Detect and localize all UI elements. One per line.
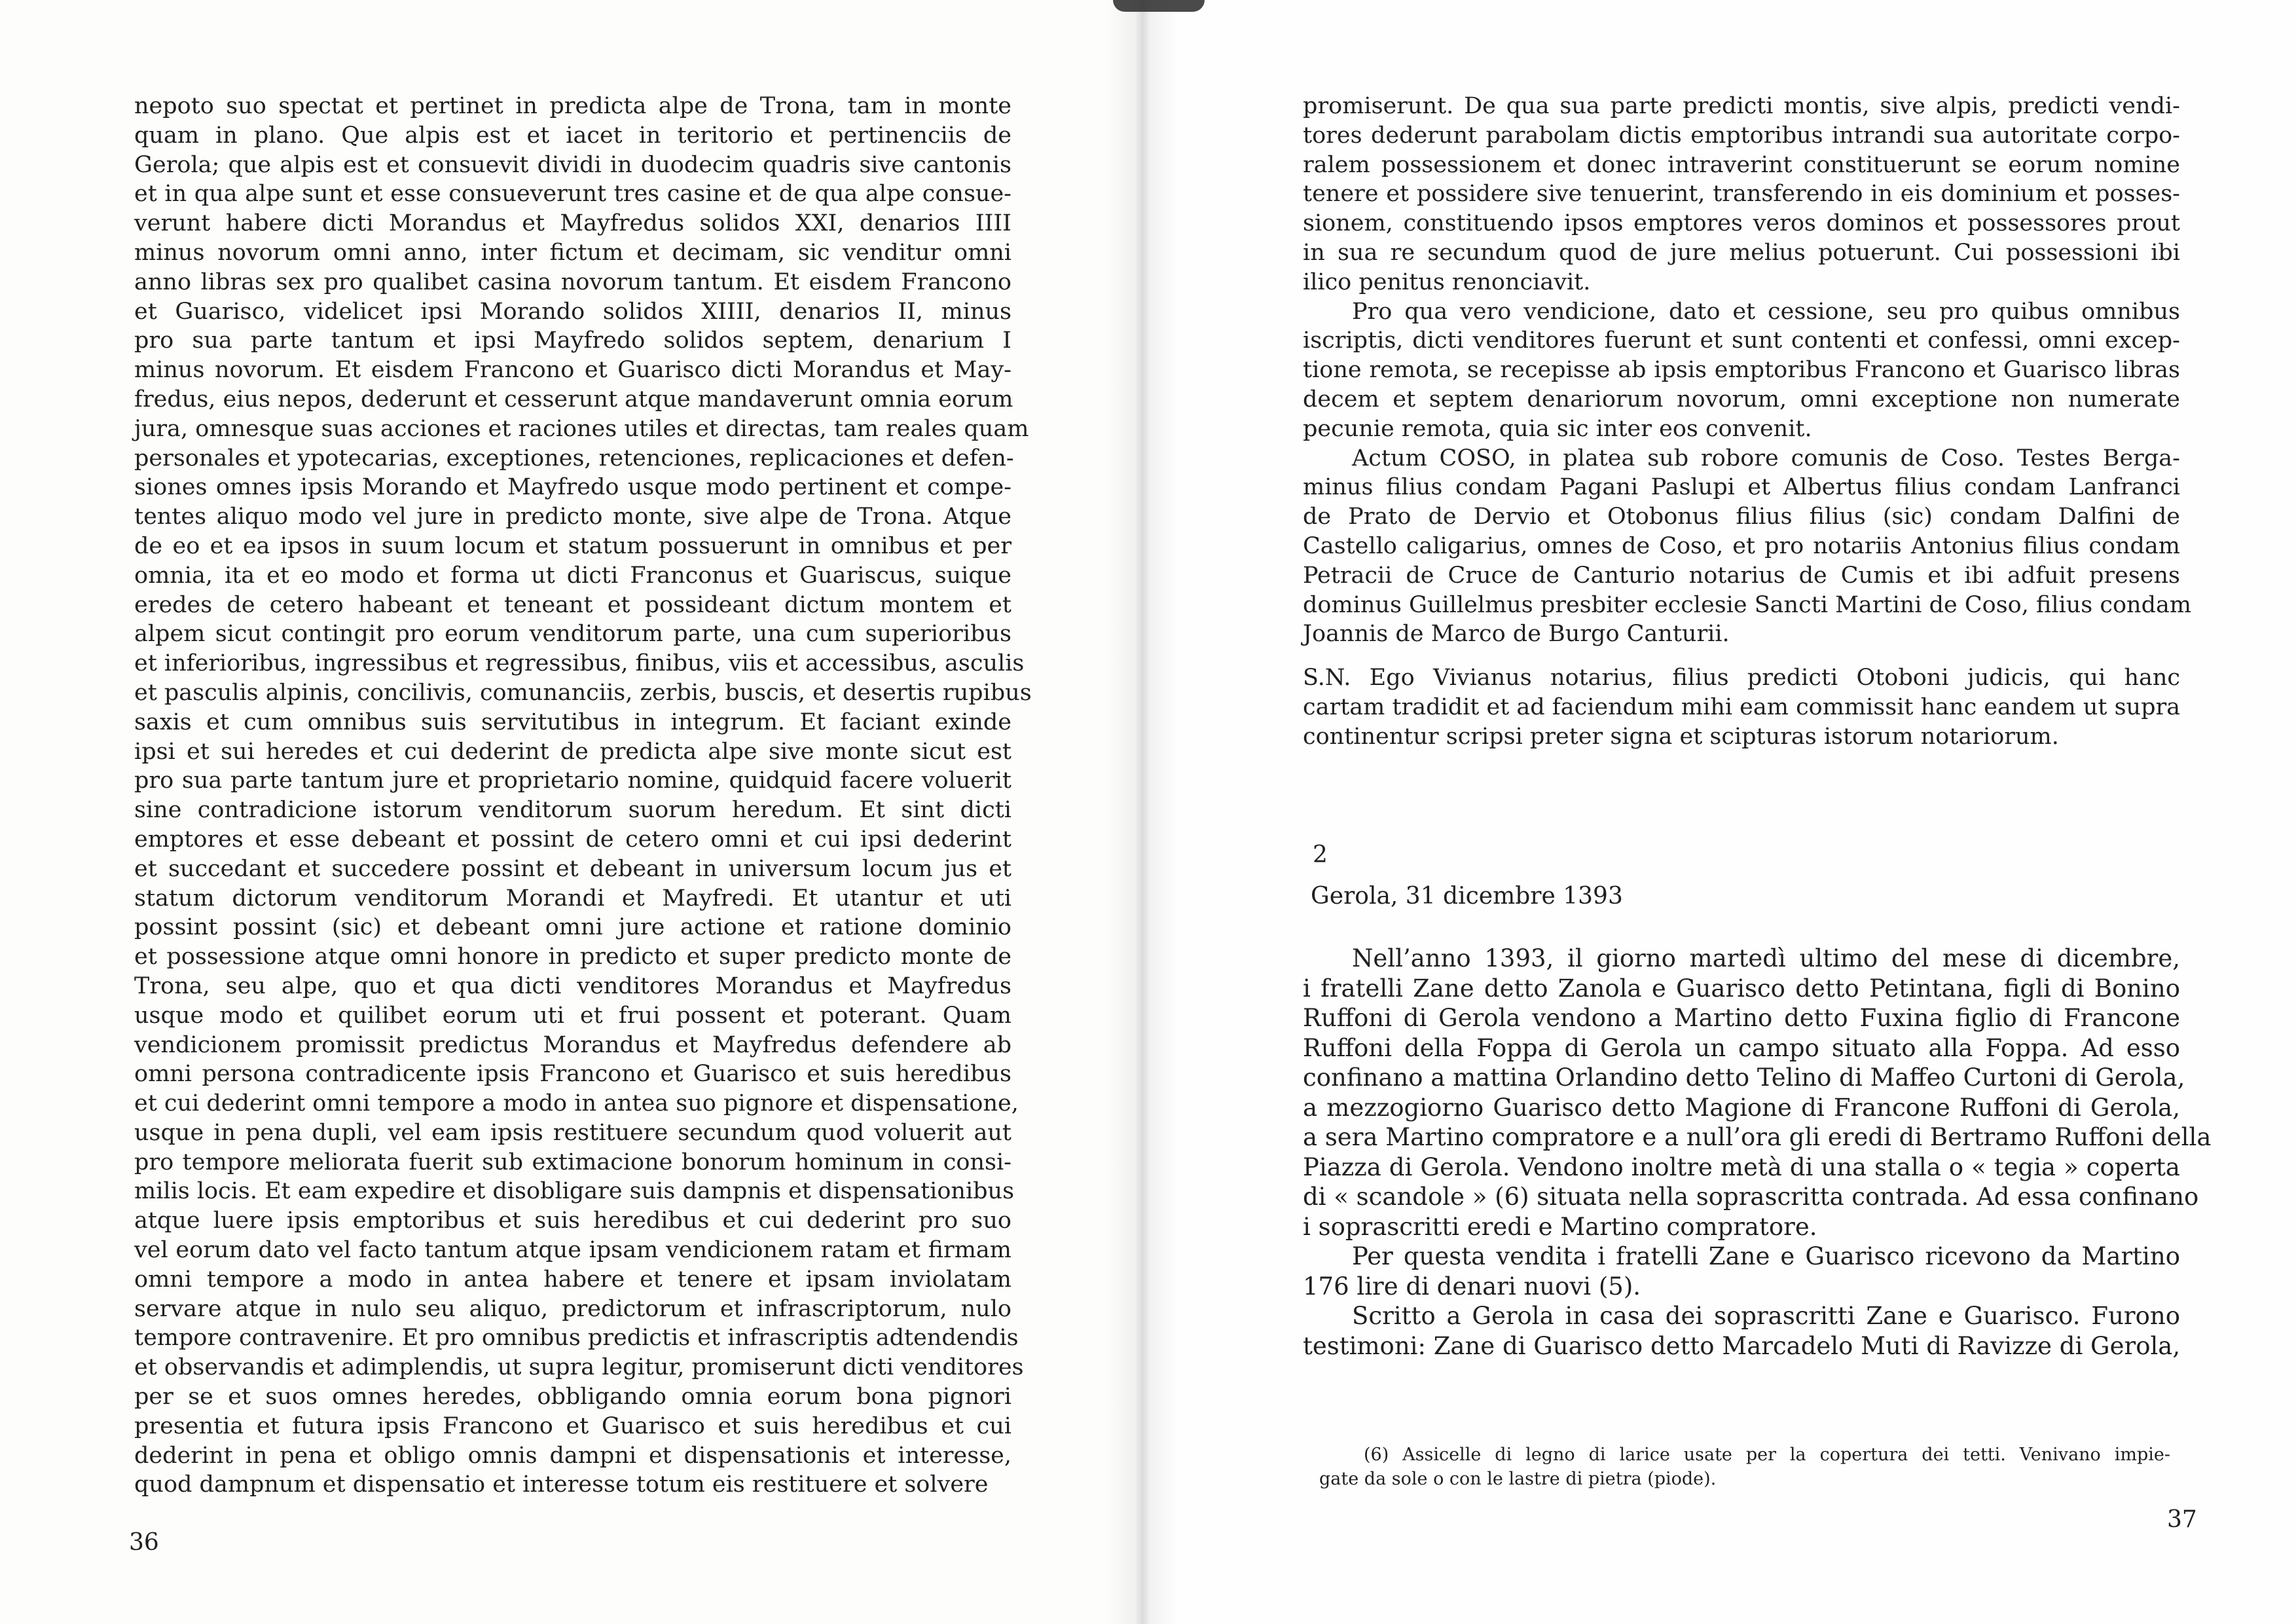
text-line: et cui dederint omni tempore a modo in antea suo pignore et dispensatione, <box>134 1090 1019 1117</box>
text-line: tione remota, se recepisse ab ipsis emptoribus Francono et Guarisco libras <box>1303 357 2180 384</box>
text-line: usque modo et quilibet eorum uti et frui possent et poterant. Quam <box>134 1002 1011 1029</box>
text-line: de Prato de Dervio et Otobonus filius filius (sic) condam Dalfini de <box>1303 504 2180 530</box>
left-page-body <box>134 92 1032 1500</box>
text-line: Scritto a Gerola in casa dei soprascritti Zane e Guarisco. Furono <box>1352 1302 2180 1330</box>
text-line: pro sua parte tantum et ipsi Mayfredo solidos septem, denarium I <box>134 327 1011 354</box>
text-line: et pasculis alpinis, concilivis, comunanciis, zerbis, buscis, et desertis rupibus <box>134 679 1032 706</box>
text-line: verunt habere dicti Morandus et Mayfredus solidos XXI, denarios IIII <box>134 210 1011 237</box>
text-line: 176 lire di denari nuovi (5). <box>1303 1272 1641 1301</box>
text-line: (6) Assicelle di legno di larice usate per la copertura dei tetti. Venivano impie- <box>1364 1445 2170 1465</box>
text-line: statum dictorum venditorum Morandi et Mayfredi. Et utantur et uti <box>134 885 1011 912</box>
text-line: gate da sole o con le lastre di pietra (piode). <box>1319 1469 1717 1489</box>
document-date-heading: Gerola, 31 dicembre 1393 <box>1311 883 1623 910</box>
text-line: Per questa vendita i fratelli Zane e Guarisco ricevono da Martino <box>1352 1242 2180 1270</box>
text-line: Petracii de Cruce de Canturio notarius de Cumis et ibi adfuit presens <box>1303 562 2180 589</box>
text-line: ralem possessionem et donec intraverint constituerunt se eorum nomine <box>1303 151 2180 178</box>
text-line: et inferioribus, ingressibus et regressibus, finibus, viis et accessibus, asculis <box>134 650 1025 677</box>
paragraph <box>1303 444 2192 650</box>
text-line: Ruffoni della Foppa di Gerola un campo situato alla Foppa. Ad esso <box>1303 1033 2180 1062</box>
text-line: personales et ypotecarias, exceptiones, retenciones, replicaciones et defen- <box>134 445 1014 471</box>
paragraph <box>1303 297 2180 444</box>
binding-shadow <box>1113 0 1205 12</box>
text-line: tores dederunt parabolam dictis emptoribus intrandi sua autoritate corpo- <box>1303 122 2180 149</box>
text-line: jura, omnesque suas acciones et raciones utiles et directas, tam reales quam <box>134 415 1029 442</box>
footnote <box>1319 1443 2170 1491</box>
text-line: Pro qua vero vendicione, dato et cessione, seu pro quibus omnibus <box>1352 298 2180 325</box>
text-line: Actum COSO, in platea sub robore comunis de Coso. Testes Berga- <box>1352 445 2180 471</box>
text-line: et possessione atque omni honore in predicto et super predicto monte de <box>134 944 1011 970</box>
text-line: minus novorum omni anno, inter fictum et decimam, sic venditur omni <box>134 239 1011 266</box>
paragraph <box>1303 663 2180 751</box>
text-line: minus filius condam Pagani Paslupi et Albertus filius condam Lanfranci <box>1303 474 2180 501</box>
text-line: dominus Guillelmus presbiter ecclesie Sancti Martini de Coso, filius condam <box>1303 591 2192 618</box>
text-line: Ruffoni di Gerola vendono a Martino detto Fuxina figlio di Francone <box>1303 1004 2180 1032</box>
text-line: confinano a mattina Orlandino detto Telino di Maffeo Curtoni di Gerola, <box>1303 1063 2185 1092</box>
text-line: et succedant et succedere possint et debeant in universum locum jus et <box>134 855 1011 882</box>
text-line: presentia et futura ipsis Francono et Guarisco et suis heredibus et cui <box>134 1412 1011 1439</box>
text-line: iscriptis, dicti venditores fuerunt et sunt contenti et confessi, omni excep- <box>1303 327 2180 354</box>
text-line: in sua re secundum quod de jure melius potuerunt. Cui possessioni ibi <box>1303 239 2180 266</box>
paragraph <box>1303 1242 2180 1301</box>
paragraph <box>1303 944 2212 1242</box>
right-page-continuation <box>1303 92 2192 752</box>
text-line: quam in plano. Que alpis est et iacet in teritorio et pertinenciis de <box>134 122 1011 149</box>
text-line: possint possint (sic) et debeant omni jure actione et ratione dominio <box>134 914 1011 941</box>
text-line: Joannis de Marco de Burgo Canturii. <box>1303 621 1730 648</box>
text-line: pro sua parte tantum jure et proprietario nomine, quidquid facere voluerit <box>134 767 1011 794</box>
text-line: continentur scripsi preter signa et scipturas istorum notariorum. <box>1303 723 2059 750</box>
text-line: ipsi et sui heredes et cui dederint de predicta alpe sive monte sicut est <box>134 738 1011 765</box>
text-line: promiserunt. De qua sua parte predicti montis, sive alpis, predicti vendi- <box>1303 93 2180 119</box>
text-line: tenere et possidere sive tenuerint, transferendo in eis dominium et posses- <box>1303 181 2180 208</box>
text-line: omni persona contradicente ipsis Francono et Guarisco et suis heredibus <box>134 1061 1011 1088</box>
text-line: S.N. Ego Vivianus notarius, filius predicti Otoboni judicis, qui hanc <box>1303 665 2180 692</box>
text-line: Piazza di Gerola. Vendono inoltre metà di una stalla o « tegia » coperta <box>1303 1153 2180 1181</box>
text-line: vel eorum dato vel facto tantum atque ipsam vendicionem ratam et firmam <box>134 1237 1011 1264</box>
text-line: Trona, seu alpe, quo et qua dicti venditores Morandus et Mayfredus <box>134 972 1011 999</box>
left-page <box>0 0 1139 1624</box>
text-line: nepoto suo spectat et pertinet in predicta alpe de Trona, tam in monte <box>134 93 1011 119</box>
text-line: i soprascritti eredi e Martino compratore. <box>1303 1212 1817 1241</box>
text-line: siones omnes ipsis Morando et Mayfredo usque modo pertinent et compe- <box>134 474 1011 501</box>
text-line: eredes de cetero habeant et teneant et possideant dictum montem et <box>134 591 1011 618</box>
text-line: sionem, constituendo ipsos emptores veros dominos et possessores prout <box>1303 210 2180 237</box>
paragraph <box>1303 1301 2180 1361</box>
text-line: et in qua alpe sunt et esse consueverunt tres casine et de qua alpe consue- <box>134 181 1011 208</box>
paragraph <box>1303 92 2180 297</box>
text-line: quod dampnum et dispensatio et interesse totum eis restituere et solvere <box>134 1471 989 1498</box>
text-line: tempore contravenire. Et pro omnibus predictis et infrascriptis adtendendis <box>134 1325 1019 1352</box>
text-line: omnia, ita et eo modo et forma ut dicti Franconus et Guariscus, suique <box>134 562 1011 589</box>
text-line: et Guarisco, videlicet ipsi Morando solidos XIIII, denarios II, minus <box>134 298 1011 325</box>
text-line: fredus, eius nepos, dederunt et cesserunt atque mandaverunt omnia eorum <box>134 386 1013 413</box>
text-line: tentes aliquo modo vel jure in predicto monte, sive alpe de Trona. Atque <box>134 504 1011 530</box>
book-gutter <box>1106 0 1178 1624</box>
text-line: pro tempore meliorata fuerit sub extimacione bonorum hominum in consi- <box>134 1149 1011 1175</box>
text-line: i fratelli Zane detto Zanola e Guarisco detto Petintana, figli di Bonino <box>1303 974 2180 1003</box>
text-line: de eo et ea ipsos in suum locum et statum possuerunt in omnibus et per <box>134 532 1011 559</box>
text-line: cartam tradidit et ad faciendum mihi eam commissit hanc eandem ut supra <box>1303 693 2181 720</box>
page-number-right: 37 <box>2167 1506 2197 1533</box>
text-line: sine contradicione istorum venditorum suorum heredum. Et sint dicti <box>134 797 1011 824</box>
text-line: emptores et esse debeant et possint de cetero omni et cui ipsi dederint <box>134 826 1011 853</box>
text-line: dederint in pena et obligo omnis dampni et dispensationis et interesse, <box>134 1442 1011 1469</box>
text-line: minus novorum. Et eisdem Francono et Guarisco dicti Morandus et May- <box>134 357 1011 384</box>
text-line: anno libras sex pro qualibet casina novorum tantum. Et eisdem Francono <box>134 268 1011 295</box>
text-line: atque luere ipsis emptoribus et suis heredibus et cui dederint pro suo <box>134 1208 1011 1234</box>
text-line: alpem sicut contingit pro eorum venditorum parte, una cum superioribus <box>134 621 1011 648</box>
text-line: Gerola; que alpis est et consuevit dividi in duodecim quadris sive cantonis <box>134 151 1011 178</box>
text-line: per se et suos omnes heredes, obbligando omnia eorum bona pignori <box>134 1384 1011 1411</box>
text-line: servare atque in nulo seu aliquo, predictorum et infrascriptorum, nulo <box>134 1295 1011 1322</box>
text-line: vendicionem promissit predictus Morandus et Mayfredus defendere ab <box>134 1031 1011 1058</box>
text-line: ilico penitus renonciavit. <box>1303 268 1591 295</box>
text-line: a mezzogiorno Guarisco detto Magione di Francone Ruffoni di Gerola, <box>1303 1093 2180 1122</box>
page-number-left: 36 <box>129 1529 159 1556</box>
document-number: 2 <box>1313 841 1328 868</box>
text-line: di « scandole » (6) situata nella soprascritta contrada. Ad essa confinano <box>1303 1183 2199 1211</box>
text-line: milis locis. Et eam expedire et disobligare suis dampnis et dispensationibus <box>134 1178 1015 1205</box>
text-line: decem et septem denariorum novorum, omni exceptione non numerate <box>1303 386 2180 413</box>
paragraph-gap <box>1303 649 2180 663</box>
text-line: et observandis et adimplendis, ut supra legitur, promiserunt dicti venditores <box>134 1354 1024 1381</box>
document-summary <box>1303 944 2212 1361</box>
text-line: omni tempore a modo in antea habere et tenere et ipsam inviolatam <box>134 1266 1011 1293</box>
text-line: Castello caligarius, omnes de Coso, et pro notariis Antonius filius condam <box>1303 532 2180 559</box>
text-line: Nell’anno 1393, il giorno martedì ultimo del mese di dicembre, <box>1352 944 2180 972</box>
text-line: a sera Martino compratore e a null’ora gli eredi di Bertramo Ruffoni della <box>1303 1123 2212 1151</box>
text-line: saxis et cum omnibus suis servitutibus in integrum. Et faciant exinde <box>134 709 1011 735</box>
text-line: usque in pena dupli, vel eam ipsis restituere secundum quod voluerit aut <box>134 1119 1011 1146</box>
text-line: testimoni: Zane di Guarisco detto Marcadelo Muti di Ravizze di Gerola, <box>1303 1331 2181 1360</box>
text-line: pecunie remota, quia sic inter eos convenit. <box>1303 415 1812 442</box>
